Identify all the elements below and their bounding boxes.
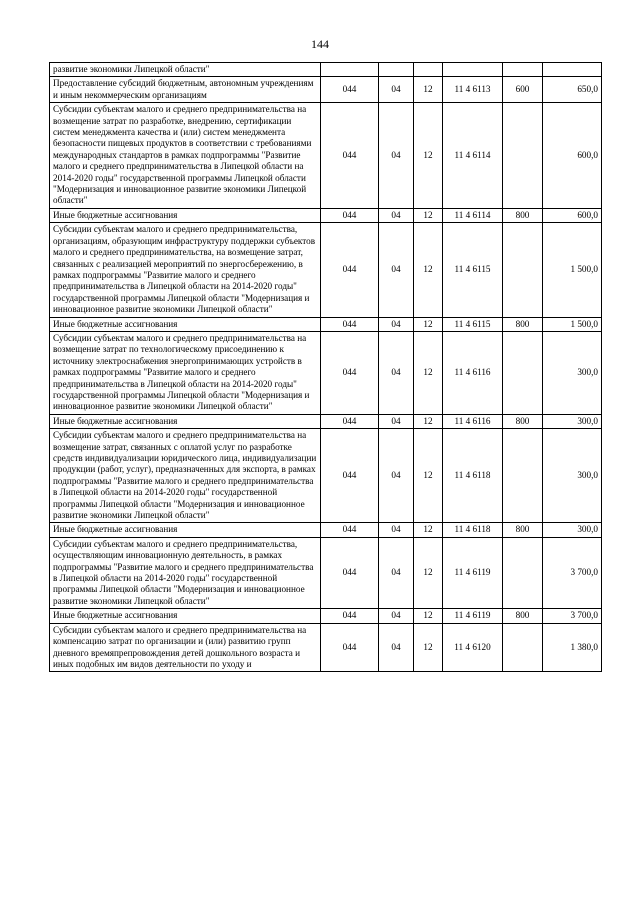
- target-article-cell: 11 4 6115: [443, 223, 503, 317]
- expense-type-cell: [503, 537, 543, 608]
- target-article-cell: 11 4 6114: [443, 208, 503, 222]
- description-cell: Субсидии субъектам малого и среднего предпринимательства на возмещение затрат по разработке, внедрению, сертификации систем менеджмента качества и (или) систем менеджмента безопасности пищевых продуктов в соответствии с требованиями международных стандартов в рамках подпрограммы "Развитие малого и среднего предпринимательства в Липецкой области на 2014-2020 годы" государственной программы Липецкой области "Модернизация и инновационное развитие экономики Липецкой области": [50, 103, 321, 209]
- section-code-cell: 04: [379, 208, 414, 222]
- expense-type-cell: 800: [503, 208, 543, 222]
- table-row: [50, 537, 602, 608]
- description-cell: Иные бюджетные ассигнования: [50, 414, 321, 428]
- target-article-cell: 11 4 6118: [443, 429, 503, 523]
- table-row: [50, 414, 602, 428]
- section-code-cell: 04: [379, 223, 414, 317]
- subsection-code-cell: 12: [414, 523, 443, 537]
- expense-type-cell: 800: [503, 317, 543, 331]
- subsection-code-cell: 12: [414, 609, 443, 623]
- target-article-cell: 11 4 6119: [443, 537, 503, 608]
- description-cell: развитие экономики Липецкой области": [50, 63, 321, 77]
- administrator-code-cell: 044: [321, 537, 379, 608]
- subsection-code-cell: 12: [414, 331, 443, 414]
- table-row: [50, 223, 602, 317]
- subsection-code-cell: 12: [414, 103, 443, 209]
- table-row: [50, 331, 602, 414]
- amount-cell: 600,0: [543, 208, 602, 222]
- target-article-cell: 11 4 6113: [443, 77, 503, 103]
- table-row: [50, 623, 602, 672]
- administrator-code-cell: 044: [321, 414, 379, 428]
- description-cell: Предоставление субсидий бюджетным, автономным учреждениям и иным некоммерческим организациям: [50, 77, 321, 103]
- administrator-code-cell: 044: [321, 609, 379, 623]
- subsection-code-cell: [414, 63, 443, 77]
- amount-cell: 300,0: [543, 523, 602, 537]
- section-code-cell: 04: [379, 523, 414, 537]
- table-row: [50, 208, 602, 222]
- expense-type-cell: [503, 103, 543, 209]
- subsection-code-cell: 12: [414, 77, 443, 103]
- administrator-code-cell: 044: [321, 208, 379, 222]
- subsection-code-cell: 12: [414, 223, 443, 317]
- subsection-code-cell: 12: [414, 414, 443, 428]
- section-code-cell: 04: [379, 331, 414, 414]
- section-code-cell: 04: [379, 623, 414, 672]
- description-cell: Субсидии субъектам малого и среднего предпринимательства, организациям, образующим инфраструктуру поддержки субъектов малого и среднего предпринимательства, на возмещение затрат, связанных с реализацией мероприятий по энергосбережению, в рамках подпрограммы "Развитие малого и среднего предпринимательства в Липецкой области на 2014-2020 годы" государственной программы Липецкой области "Модернизация и инновационное развитие экономики Липецкой области": [50, 223, 321, 317]
- target-article-cell: 11 4 6116: [443, 414, 503, 428]
- amount-cell: 600,0: [543, 103, 602, 209]
- section-code-cell: 04: [379, 317, 414, 331]
- amount-cell: [543, 63, 602, 77]
- administrator-code-cell: 044: [321, 317, 379, 331]
- target-article-cell: 11 4 6118: [443, 523, 503, 537]
- administrator-code-cell: 044: [321, 223, 379, 317]
- expense-type-cell: [503, 623, 543, 672]
- budget-table: [49, 62, 602, 672]
- table-row: [50, 63, 602, 77]
- administrator-code-cell: 044: [321, 331, 379, 414]
- amount-cell: 650,0: [543, 77, 602, 103]
- expense-type-cell: 800: [503, 609, 543, 623]
- description-cell: Иные бюджетные ассигнования: [50, 523, 321, 537]
- section-code-cell: 04: [379, 103, 414, 209]
- table-row: [50, 77, 602, 103]
- expense-type-cell: [503, 331, 543, 414]
- table-row: [50, 609, 602, 623]
- administrator-code-cell: 044: [321, 103, 379, 209]
- amount-cell: 3 700,0: [543, 537, 602, 608]
- section-code-cell: 04: [379, 609, 414, 623]
- amount-cell: 300,0: [543, 429, 602, 523]
- administrator-code-cell: 044: [321, 77, 379, 103]
- table-row: [50, 429, 602, 523]
- budget-table-body: [50, 63, 602, 672]
- description-cell: Иные бюджетные ассигнования: [50, 317, 321, 331]
- section-code-cell: 04: [379, 414, 414, 428]
- target-article-cell: 11 4 6119: [443, 609, 503, 623]
- target-article-cell: [443, 63, 503, 77]
- subsection-code-cell: 12: [414, 429, 443, 523]
- description-cell: Субсидии субъектам малого и среднего предпринимательства на компенсацию затрат по организации и (или) развитию групп дневного времяпрепровождения детей дошкольного возраста и иных подобных им видов деятельности по уходу и: [50, 623, 321, 672]
- table-row: [50, 523, 602, 537]
- administrator-code-cell: 044: [321, 429, 379, 523]
- administrator-code-cell: 044: [321, 523, 379, 537]
- subsection-code-cell: 12: [414, 208, 443, 222]
- description-cell: Субсидии субъектам малого и среднего предпринимательства на возмещение затрат, связанных с оплатой услуг по разработке средств индивидуализации юридического лица, индивидуализации продукции (работ, услуг), предназначенных для экспорта, в рамках подпрограммы "Развитие малого и среднего предпринимательства в Липецкой области на 2014-2020 годы" государственной программы Липецкой области "Модернизация и инновационное развитие экономики Липецкой области": [50, 429, 321, 523]
- subsection-code-cell: 12: [414, 537, 443, 608]
- expense-type-cell: [503, 223, 543, 317]
- subsection-code-cell: 12: [414, 623, 443, 672]
- amount-cell: 3 700,0: [543, 609, 602, 623]
- expense-type-cell: 600: [503, 77, 543, 103]
- target-article-cell: 11 4 6114: [443, 103, 503, 209]
- target-article-cell: 11 4 6120: [443, 623, 503, 672]
- expense-type-cell: 800: [503, 523, 543, 537]
- section-code-cell: 04: [379, 537, 414, 608]
- amount-cell: 1 500,0: [543, 223, 602, 317]
- expense-type-cell: 800: [503, 414, 543, 428]
- amount-cell: 1 500,0: [543, 317, 602, 331]
- description-cell: Иные бюджетные ассигнования: [50, 208, 321, 222]
- administrator-code-cell: [321, 63, 379, 77]
- section-code-cell: [379, 63, 414, 77]
- page-number: 144: [311, 37, 329, 51]
- description-cell: Иные бюджетные ассигнования: [50, 609, 321, 623]
- expense-type-cell: [503, 63, 543, 77]
- expense-type-cell: [503, 429, 543, 523]
- section-code-cell: 04: [379, 77, 414, 103]
- administrator-code-cell: 044: [321, 623, 379, 672]
- target-article-cell: 11 4 6115: [443, 317, 503, 331]
- table-row: [50, 103, 602, 209]
- subsection-code-cell: 12: [414, 317, 443, 331]
- amount-cell: 1 380,0: [543, 623, 602, 672]
- amount-cell: 300,0: [543, 331, 602, 414]
- description-cell: Субсидии субъектам малого и среднего предпринимательства на возмещение затрат по технологическому присоединению к источнику электроснабжения энергопринимающих устройств в рамках подпрограммы "Развитие малого и среднего предпринимательства в Липецкой области на 2014-2020 годы" государственной программы Липецкой области "Модернизация и инновационное развитие экономики Липецкой области": [50, 331, 321, 414]
- section-code-cell: 04: [379, 429, 414, 523]
- target-article-cell: 11 4 6116: [443, 331, 503, 414]
- amount-cell: 300,0: [543, 414, 602, 428]
- table-row: [50, 317, 602, 331]
- description-cell: Субсидии субъектам малого и среднего предпринимательства, осуществляющим инновационную деятельность, в рамках подпрограммы "Развитие малого и среднего предпринимательства в Липецкой области на 2014-2020 годы" государственной программы Липецкой области "Модернизация и инновационное развитие экономики Липецкой области": [50, 537, 321, 608]
